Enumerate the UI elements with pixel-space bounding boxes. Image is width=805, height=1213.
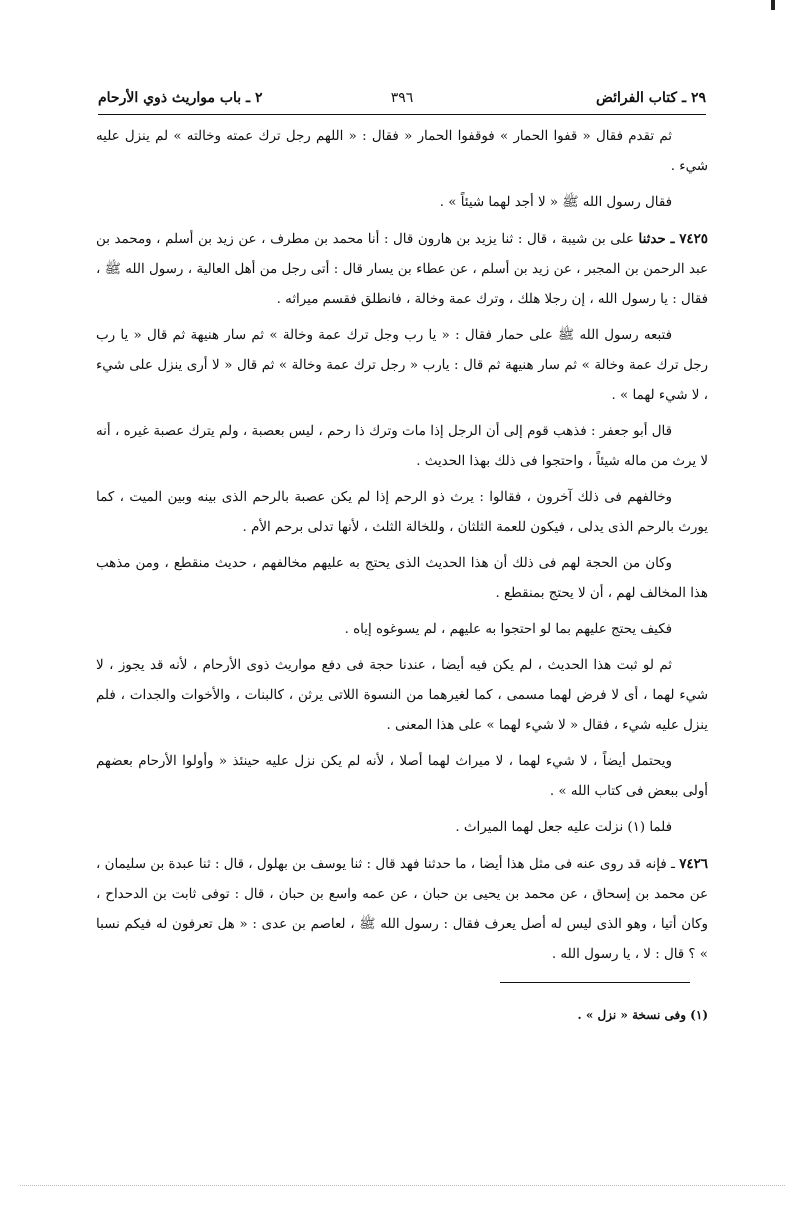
paragraph: فقال رسول الله ﷺ « لا أجد لهما شيئاً » . bbox=[439, 195, 672, 210]
hadith-number: ٧٤٢٦ bbox=[679, 856, 708, 872]
section-title: ٢ ـ باب مواريث ذوي الأرحام bbox=[98, 90, 263, 106]
paragraph: ثم لو ثبت هذا الحديث ، لم يكن فيه أيضا ، عندنا حجة فى دفع مواريث ذوى الأرحام ، لأنه قد يجوز ، لا شيء لهما ، أى لا فرض لهما مسمى ، كما لغيرهما من النسوة اللاتى يرثن ، كالبنات ، والأخوات والجدات ، فلم ينزل عليه شيء ، فقال « لا شيء لهما » على هذا المعنى . bbox=[96, 658, 708, 733]
chapter-title: ٢٩ ـ كتاب الفرائض bbox=[595, 90, 706, 106]
paragraph: ثم تقدم فقال « قفوا الحمار » فوقفوا الحمار « فقال : « اللهم رجل ترك عمته وخالته » لم ينزل عليه شيء . bbox=[96, 129, 708, 174]
page-number: ٣٩٦ bbox=[390, 90, 414, 106]
paragraph: فلما (١) نزلت عليه جعل لهما الميراث . bbox=[455, 820, 672, 835]
hadith-number: ٧٤٢٥ bbox=[679, 231, 708, 247]
paragraph: فكيف يحتج عليهم بما لو احتجوا به عليهم ، لم يسوغوه إياه . bbox=[344, 622, 672, 637]
paragraph: قال أبو جعفر : فذهب قوم إلى أن الرجل إذا مات وترك ذا رحم ، ليس بعصبة ، ولم يترك عصبة غيره ، أنه لا يرث من ماله شيئاً ، واحتجوا فى ذلك بهذا الحديث . bbox=[96, 424, 708, 469]
page-header bbox=[98, 86, 706, 112]
paragraph: ويحتمل أيضاً ، لا شيء لهما ، لا ميراث لهما أصلا ، لأنه لم يكن نزل عليه حينئذ « وأولوا الأرحام بعضهم أولى ببعض فى كتاب الله » . bbox=[96, 754, 708, 799]
hadith-text: فهد قال : ثنا يوسف بن بهلول ، قال : ثنا عبدة بن سليمان ، عن محمد بن إسحاق ، عن محمد بن يحيى بن حبان ، عن عمه واسع بن حبان ، قال : توفى ثابت بن الدحداح ، وكان أتيا ، وهو الذى ليس له أصل يعرف فقال : رسول الله ﷺ ، لعاصم بن عدى : « هل تعرفون له فيكم نسبا » ؟ قال : لا ، يا رسول الله . bbox=[96, 857, 708, 962]
hadith-lead: ـ حدثنا bbox=[638, 231, 675, 247]
hadith-text: على بن شيبة ، قال : ثنا يزيد بن هارون قال : أنا محمد بن مطرف ، عن زيد بن أسلم ، ومحمد بن عبد الرحمن بن المجبر ، عن زيد بن أسلم ، عن عطاء بن يسار قال : أتى رجل من أهل العالية ، رسول الله ﷺ ، فقال : يا رسول الله ، إن رجلا هلك ، وترك عمة وخالة ، فانطلق فقسم ميراثه . bbox=[96, 232, 708, 307]
paragraph: وخالفهم فى ذلك آخرون ، فقالوا : يرث ذو الرحم إذا لم يكن عصبة بالرحم الذى بينه وبين الميت ، كما يورث بالرحم الذى يدلى ، فيكون للعمة الثلثان ، وللخالة الثلث ، لأنها تدلى برحم الأم . bbox=[96, 490, 708, 535]
hadith-lead: ـ فإنه قد روى عنه فى مثل هذا أيضا ، ما حدثنا bbox=[423, 857, 675, 872]
footnote: (١) وفى نسخة « نزل » . bbox=[577, 1008, 708, 1022]
header-divider bbox=[98, 114, 706, 115]
page-body bbox=[96, 122, 708, 976]
hadith-7426 bbox=[96, 849, 708, 970]
paragraph: وكان من الحجة لهم فى ذلك أن هذا الحديث الذى يحتج به عليهم مخالفهم ، حديث منقطع ، ومن مذهب هذا المخالف لهم ، أن لا يحتج بمنقطع . bbox=[96, 556, 708, 601]
footnote-divider bbox=[500, 982, 690, 983]
hadith-7425 bbox=[96, 224, 708, 315]
scan-mark bbox=[771, 0, 775, 10]
scan-edge bbox=[20, 1185, 785, 1186]
paragraph: فتبعه رسول الله ﷺ على حمار فقال : « يا رب وجل ترك عمة وخالة » ثم سار هنيهة ثم قال « يا رب رجل ترك عمة وخالة » ثم سار هنيهة ثم قال : يارب « رجل ترك عمة وخالة » ثم قال « لا أرى ينزل على شيء ، لا شيء لهما » . bbox=[96, 328, 708, 403]
